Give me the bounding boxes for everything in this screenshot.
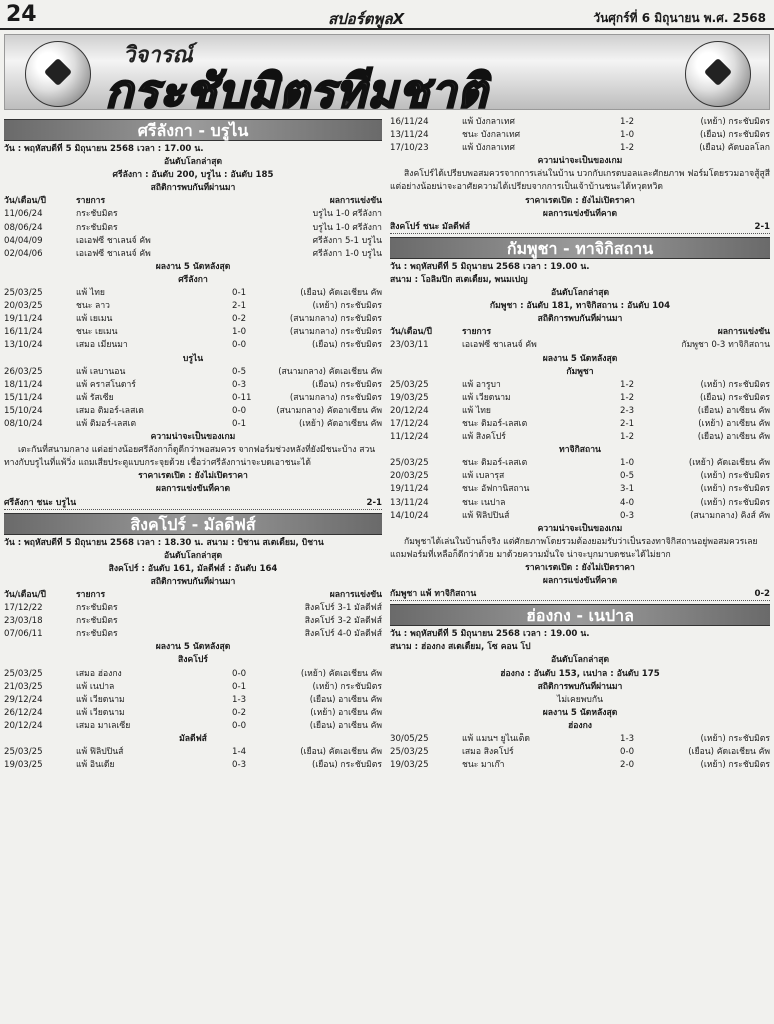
match-competition: (สนามกลาง) กระชับมิตร [289, 392, 382, 403]
match-score: 1-0 [620, 130, 635, 141]
form-row [4, 681, 382, 694]
prediction: ศรีลังกา ชนะ บรูไน 2-1 [4, 497, 382, 510]
match-info: วัน : พฤหัสบดีที่ 5 มิถุนายน 2568 เวลา : 19.00 น. [390, 261, 590, 272]
match-date: 16/11/24 [390, 117, 429, 127]
team-name: สิงคโปร์ [178, 655, 208, 666]
match-date: 17/12/24 [390, 418, 429, 429]
rank-heading: อันดับโลกล่าสุด [550, 655, 610, 666]
match-opponent: แพ้ เวียดนาม [76, 694, 125, 705]
rank-heading: อันดับโลกล่าสุด [163, 550, 223, 561]
match-score: 3-1 [620, 484, 635, 495]
match-score: 0-5 [620, 471, 635, 482]
match-score: 1-2 [620, 117, 635, 127]
predict-heading: ผลการแข่งขันที่คาด [155, 484, 231, 495]
form-list [390, 116, 770, 155]
match-score: 2-3 [620, 405, 635, 416]
h2h-list [4, 208, 382, 260]
last5-heading: ผลงาน 5 นัดหลังสุด [155, 642, 231, 653]
form-row [390, 510, 770, 523]
form-row [390, 470, 770, 483]
match-competition: (เหย้า) อาเซียน คัพ [310, 707, 382, 718]
odds-text: ราคาเรตเปิด : ยังไม่เปิดราคา [525, 563, 635, 573]
form-row [4, 418, 382, 431]
match-competition: (เยือน) คัดเอเชียน คัพ [688, 747, 770, 758]
match-score: 1-2 [620, 432, 635, 443]
match-date: 19/11/24 [390, 484, 429, 495]
h2h-row [4, 602, 382, 615]
h2h-row [4, 222, 382, 235]
match-opponent: แพ้ บังกลาเทศ [462, 143, 515, 154]
match-title: ศรีลังกา - บรูไน [4, 119, 382, 141]
match-competition: (สนามกลาง) กระชับมิตร [289, 314, 382, 325]
h2h-heading: สถิติการพบกันที่ผ่านมา [537, 314, 623, 325]
match-opponent: แพ้ รัสเซีย [76, 392, 114, 403]
match-opponent: ชนะ เยเมน [76, 327, 118, 338]
match-result: บรูไน 1-0 ศรีลังกา [312, 222, 382, 233]
match-date: 08/10/24 [4, 418, 43, 429]
h2h-row [390, 339, 770, 352]
match-opponent: แพ้ บังกลาเทศ [462, 117, 515, 127]
match-date: 26/12/24 [4, 707, 43, 718]
form-row [4, 392, 382, 405]
match-opponent: ชนะ มาเก๊า [462, 760, 505, 771]
match-score: 0-0 [232, 720, 247, 731]
match-opponent: แพ้ ฟิลิปปินส์ [76, 747, 124, 758]
h2h-list [390, 339, 770, 352]
match-competition: (เหย้า) คัดอาเซียน คัพ [298, 418, 382, 429]
match-competition: (สนามกลาง) กระชับมิตร [289, 327, 382, 338]
match-info: วัน : พฤหัสบดีที่ 5 มิถุนายน 2568 เวลา : 19.00 น. [390, 629, 590, 640]
h2h-heading: สถิติการพบกันที่ผ่านมา [150, 183, 236, 194]
match-competition: (เหย้า) กระชับมิตร [312, 301, 382, 312]
rank-text: สิงคโปร์ : อันดับ 161, มัลดีฟส์ : อันดับ 164 [108, 563, 278, 574]
match-competition: (เหย้า) กระชับมิตร [700, 497, 770, 508]
rank-text: ฮ่องกง : อันดับ 153, เนปาล : อันดับ 175 [500, 668, 660, 679]
match-opponent: เสมอ เมียนมา [76, 340, 128, 351]
left-column [4, 116, 382, 1024]
form-row [390, 142, 770, 155]
match-date: 26/03/25 [4, 366, 43, 377]
match-competition: (เยือน) กระชับมิตร [699, 130, 770, 141]
match-date: 08/06/24 [4, 222, 43, 233]
match-score: 0-1 [232, 681, 247, 692]
match-date: 18/11/24 [4, 379, 43, 390]
form-list [390, 733, 770, 772]
prediction: กัมพูชา แพ้ ทาจิกิสถาน 0-2 [390, 588, 770, 601]
issue-date: วันศุกร์ที่ 6 มิถุนายน พ.ศ. 2568 [593, 11, 766, 25]
predict-heading: ผลการแข่งขันที่คาด [542, 208, 618, 219]
match-opponent: แพ้ ไทย [76, 288, 105, 299]
match-score: 0-1 [232, 288, 247, 299]
form-row [4, 694, 382, 707]
match-competition: (เยือน) กระชับมิตร [699, 392, 770, 403]
form-row [4, 405, 382, 418]
match-event: กระชับมิตร [76, 222, 118, 233]
match-score: 0-3 [620, 510, 635, 521]
banner-title: กระชับมิตรทีมชาติ [105, 64, 489, 110]
match-opponent: ชนะ ติมอร์-เลสเต [462, 458, 528, 469]
match-event: กระชับมิตร [76, 603, 118, 614]
form-row [4, 300, 382, 313]
match-opponent: แพ้ ไทย [462, 405, 491, 416]
match-date: 11/12/24 [390, 432, 429, 443]
match-date: 25/03/25 [390, 458, 429, 469]
no-meeting-text: ไม่เคยพบกัน [557, 694, 603, 705]
match-date: 25/03/25 [390, 379, 429, 390]
match-competition: (เยือน) คัดบอลโลก [699, 143, 770, 154]
rank-heading: อันดับโลกล่าสุด [163, 157, 223, 168]
match-result: สิงคโปร์ 3-2 มัลดีฟส์ [304, 616, 382, 627]
match-date: 13/11/24 [390, 497, 429, 508]
match-date: 19/03/25 [4, 760, 43, 771]
match-competition: (เหย้า) กระชับมิตร [700, 734, 770, 745]
match-date: 29/12/24 [4, 694, 43, 705]
match-score: 0-2 [232, 314, 247, 325]
match-date: 17/10/23 [390, 143, 429, 154]
team-name: ทาจิกิสถาน [559, 445, 601, 456]
match-date: 04/04/09 [4, 235, 43, 246]
match-score: 0-0 [620, 747, 635, 758]
match-result: ศรีลังกา 1-0 บรูไน [312, 248, 382, 259]
match-competition: (เยือน) กระชับมิตร [311, 340, 382, 351]
match-competition: (เยือน) อาเซียน คัพ [309, 720, 382, 731]
match-event: เอเอฟซี ชาเลนจ์ คัพ [76, 248, 151, 259]
match-opponent: แพ้ เวียดนาม [462, 392, 511, 403]
analysis-heading: ความน่าจะเป็นของเกม [150, 432, 236, 443]
match-result: ศรีลังกา 5-1 บรูไน [312, 235, 382, 246]
odds-text: ราคาเรตเปิด : ยังไม่เปิดราคา [525, 195, 635, 206]
form-row [4, 759, 382, 772]
match-event: เอเอฟซี ชาเลนจ์ คัพ [76, 235, 151, 246]
h2h-heading: สถิติการพบกันที่ผ่านมา [537, 681, 623, 692]
form-row [4, 707, 382, 720]
match-opponent: เสมอ ติมอร์-เลสเต [76, 405, 144, 416]
match-opponent: ชนะ บังกลาเทศ [462, 130, 521, 141]
match-score: 0-2 [232, 707, 247, 718]
form-row [390, 733, 770, 746]
match-competition: (เหย้า) กระชับมิตร [700, 379, 770, 390]
match-opponent: แพ้ เวียดนาม [76, 707, 125, 718]
h2h-row [4, 248, 382, 261]
match-score: 1-2 [620, 392, 635, 403]
match-date: 02/04/06 [4, 248, 43, 259]
match-competition: (สนามกลาง) คัดเอเชียน คัพ [278, 366, 382, 377]
h2h-header: วัน/เดือน/ปี รายการ ผลการแข่งขัน [4, 196, 382, 207]
analysis-heading: ความน่าจะเป็นของเกม [537, 156, 623, 167]
match-score: 1-2 [620, 143, 635, 154]
form-row [4, 287, 382, 300]
match-event: กระชับมิตร [76, 209, 118, 220]
right-column [390, 116, 770, 1024]
match-competition: (เยือน) อาเซียน คัพ [697, 405, 770, 416]
form-row [390, 405, 770, 418]
match-opponent: แพ้ สิงคโปร์ [462, 432, 506, 443]
form-row [4, 668, 382, 681]
form-row [390, 759, 770, 772]
match-date: 20/12/24 [390, 405, 429, 416]
analysis-text: กัมพูชาได้เล่นในบ้านก็จริง แต่ศักยภาพโดยรวมต้องยอมรับว่าเป็นรองทาจิกิสถานอยู่พอสมควรเลย แถมฟอร์มที่เหลือก็ดีกว่าด้วย มาด้วยความมั่นใจ น่าจะบุกมาบดชนะได้ไม่ยาก [390, 536, 758, 560]
match-opponent: ชนะ เนปาล [462, 497, 506, 508]
match-info: วัน : พฤหัสบดีที่ 5 มิถุนายน 2568 เวลา : 18.30 น. สนาม : บิชาน สเตเดี้ยม, บิชาน [4, 537, 324, 548]
match-event: กระชับมิตร [76, 629, 118, 640]
odds-text: ราคาเรตเปิด : ยังไม่เปิดราคา [138, 471, 248, 482]
h2h-list [4, 602, 382, 641]
team-name: กัมพูชา [566, 366, 594, 377]
match-date: 17/12/22 [4, 603, 43, 614]
page-number: 24 [6, 2, 37, 27]
match-competition: (เหย้า) กระชับมิตร [700, 484, 770, 495]
match-opponent: ชนะ ลาว [76, 301, 110, 312]
h2h-header: วัน/เดือน/ปี รายการ ผลการแข่งขัน [390, 327, 770, 338]
match-competition: (เหย้า) กระชับมิตร [700, 471, 770, 482]
form-list [390, 457, 770, 522]
match-title: ฮ่องกง - เนปาล [390, 604, 770, 626]
match-competition: (เยือน) อาเซียน คัพ [309, 694, 382, 705]
match-competition: (เหย้า) กระชับมิตร [312, 681, 382, 692]
venue-text: สนาม : โอลิมปิก สเตเดี้ยม, พนมเปญ [390, 274, 528, 285]
analysis-text: เตะกันที่สนามกลาง แต่อย่างน้อยศรีลังกาก็ดูดีกว่าพอสมควร จากฟอร์มช่วงหลังที่ยังมีชนะบ้าง สวนทางกับบรูไนที่แพ้วิ่ง แถมเสียประตูแบบกระจุยด้วย เชื่อว่าศรีลังกาน่าจะบดเอาชนะได้ [4, 445, 376, 469]
match-date: 19/11/24 [4, 314, 43, 325]
analysis-text: สิงคโปร์ได้เปรียบพอสมควรจากการเล่นในบ้าน บวกกับเกรดบอลและศักยภาพ ฟอร์มโดยรวมอาจสู้สูสี แต่อย่างน้อยน่าจะอาศัยความได้เปรียบจากการเป็นเจ้าบ้านชนะได้หวุดหวิด [390, 169, 770, 193]
match-competition: (เหย้า) อาเซียน คัพ [698, 418, 770, 429]
match-score: 0-11 [232, 392, 252, 403]
match-score: 1-4 [232, 747, 247, 758]
match-opponent: แพ้ อินเดีย [76, 760, 115, 771]
form-row [4, 746, 382, 759]
prediction: สิงคโปร์ ชนะ มัลดีฟส์ 2-1 [390, 221, 770, 234]
match-opponent: แพ้ เบลารุส [462, 471, 505, 482]
match-opponent: ชนะ อัฟกานิสถาน [462, 484, 530, 495]
match-score: 1-0 [232, 327, 247, 338]
match-date: 20/12/24 [4, 720, 43, 731]
match-opponent: เสมอ มาเลเซีย [76, 720, 131, 731]
team-name: ศรีลังกา [178, 274, 208, 285]
match-date: 15/11/24 [4, 392, 43, 403]
match-opponent: ชนะ ติมอร์-เลสเต [462, 418, 528, 429]
match-info: วัน : พฤหัสบดีที่ 5 มิถุนายน 2568 เวลา : 17.00 น. [4, 144, 204, 154]
form-row [390, 431, 770, 444]
form-row [390, 392, 770, 405]
form-row [390, 483, 770, 496]
match-score: 0-3 [232, 760, 247, 771]
match-score: 2-0 [620, 760, 635, 771]
match-date: 30/05/25 [390, 734, 429, 745]
match-opponent: แพ้ แมนฯ ยูไนเต็ด [462, 734, 530, 745]
page-header [0, 0, 774, 30]
match-result: สิงคโปร์ 3-1 มัลดีฟส์ [304, 603, 382, 614]
team-name: มัลดีฟส์ [179, 734, 207, 745]
match-competition: (เหย้า) กระชับมิตร [700, 117, 770, 127]
match-date: 14/10/24 [390, 510, 429, 521]
match-score: 0-1 [232, 418, 247, 429]
match-score: 2-1 [620, 418, 635, 429]
match-event: เอเอฟซี ชาเลนจ์ คัพ [462, 340, 537, 351]
h2h-row [4, 208, 382, 221]
match-competition: (เยือน) คัดเอเชียน คัพ [300, 747, 382, 758]
match-date: 25/03/25 [4, 668, 43, 679]
team-name: ฮ่องกง [567, 720, 592, 731]
match-score: 1-0 [620, 458, 635, 469]
rank-heading: อันดับโลกล่าสุด [550, 288, 610, 299]
match-date: 23/03/18 [4, 616, 43, 627]
rank-text: กัมพูชา : อันดับ 181, ทาจิกิสถาน : อันดับ 104 [489, 301, 671, 312]
form-list [4, 366, 382, 431]
form-row [390, 746, 770, 759]
match-date: 13/11/24 [390, 130, 429, 141]
h2h-heading: สถิติการพบกันที่ผ่านมา [150, 576, 236, 587]
form-list [4, 668, 382, 733]
rank-text: ศรีลังกา : อันดับ 200, บรูไน : อันดับ 185 [112, 170, 274, 181]
match-opponent: แพ้ ฟิลิปปินส์ [462, 510, 510, 521]
match-competition: (เหย้า) คัดเอเชียน คัพ [688, 458, 770, 469]
match-competition: (เยือน) กระชับมิตร [311, 760, 382, 771]
h2h-header: วัน/เดือน/ปี รายการ ผลการแข่งขัน [4, 590, 382, 600]
match-title: สิงคโปร์ - มัลดีฟส์ [4, 513, 382, 535]
h2h-row [4, 235, 382, 248]
match-score: 0-0 [232, 668, 247, 679]
match-score: 0-3 [232, 379, 247, 390]
match-opponent: เสมอ สิงคโปร์ [462, 747, 514, 758]
form-row [390, 418, 770, 431]
match-date: 25/03/25 [390, 747, 429, 758]
match-opponent: แพ้ เลบานอน [76, 366, 126, 377]
match-score: 1-3 [620, 734, 635, 745]
last5-heading: ผลงาน 5 นัดหลังสุด [155, 261, 231, 272]
last5-heading: ผลงาน 5 นัดหลังสุด [542, 353, 618, 364]
venue-text: สนาม : ฮ่องกง สเตเดี้ยม, โซ คอน โป [390, 642, 531, 653]
form-list [4, 287, 382, 352]
form-row [4, 313, 382, 326]
match-score: 0-0 [232, 340, 247, 351]
match-date: 23/03/11 [390, 340, 429, 351]
match-result: สิงคโปร์ 4-0 มัลดีฟส์ [304, 629, 382, 640]
match-competition: (เหย้า) คัดเอเชียน คัพ [300, 668, 382, 679]
match-score: 0-5 [232, 366, 247, 377]
match-opponent: แพ้ อารูบา [462, 379, 501, 390]
predict-heading: ผลการแข่งขันที่คาด [542, 576, 618, 587]
form-row [4, 379, 382, 392]
match-score: 0-0 [232, 405, 247, 416]
last5-heading: ผลงาน 5 นัดหลังสุด [542, 707, 618, 718]
form-row [4, 339, 382, 352]
match-date: 11/06/24 [4, 209, 43, 220]
analysis-heading: ความน่าจะเป็นของเกม [537, 523, 623, 534]
match-opponent: แพ้ เนปาล [76, 681, 115, 692]
match-date: 15/10/24 [4, 405, 43, 416]
match-opponent: แพ้ คราสโนดาร์ [76, 379, 136, 390]
match-competition: (เยือน) อาเซียน คัพ [697, 432, 770, 443]
match-competition: (สนามกลาง) คัดอาเซียน คัพ [276, 405, 382, 416]
match-title: กัมพูชา - ทาจิกิสถาน [390, 237, 770, 259]
match-competition: (สนามกลาง) คิงส์ คัพ [690, 510, 770, 521]
form-row [390, 497, 770, 510]
match-date: 07/06/11 [4, 629, 43, 640]
form-row [390, 116, 770, 129]
banner-subtitle: วิจารณ์ [123, 43, 193, 68]
form-row [4, 326, 382, 339]
team-name: บรูไน [182, 353, 204, 364]
match-opponent: แพ้ เยเมน [76, 314, 113, 325]
match-event: กระชับมิตร [76, 616, 118, 627]
match-score: 4-0 [620, 497, 635, 508]
soccer-ball-icon [25, 41, 91, 107]
form-row [390, 379, 770, 392]
match-date: 19/03/25 [390, 392, 429, 403]
match-competition: (เหย้า) กระชับมิตร [700, 760, 770, 771]
match-date: 19/03/25 [390, 760, 429, 771]
match-score: 1-3 [232, 694, 247, 705]
match-date: 25/03/25 [4, 288, 43, 299]
match-opponent: เสมอ ฮ่องกง [76, 668, 122, 679]
form-row [4, 366, 382, 379]
match-result: บรูไน 1-0 ศรีลังกา [312, 209, 382, 220]
match-opponent: แพ้ ติมอร์-เลสเต [76, 418, 137, 429]
match-date: 25/03/25 [4, 747, 43, 758]
match-date: 20/03/25 [4, 301, 43, 312]
match-competition: (เยือน) กระชับมิตร [311, 379, 382, 390]
form-row [390, 457, 770, 470]
match-result: กัมพูชา 0-3 ทาจิกิสถาน [681, 340, 770, 351]
h2h-row [4, 615, 382, 628]
match-score: 2-1 [232, 301, 247, 312]
soccer-ball-icon [685, 41, 751, 107]
form-list [390, 379, 770, 444]
match-date: 20/03/25 [390, 471, 429, 482]
form-row [4, 720, 382, 733]
match-competition: (เยือน) คัดเอเชียน คัพ [300, 288, 382, 299]
form-list [4, 746, 382, 772]
match-date: 16/11/24 [4, 327, 43, 338]
brand-logo: สปอร์ตพูลX [328, 10, 405, 28]
match-date: 13/10/24 [4, 340, 43, 351]
h2h-row [4, 628, 382, 641]
match-score: 1-2 [620, 379, 635, 390]
form-row [390, 129, 770, 142]
match-date: 21/03/25 [4, 681, 43, 692]
section-banner [4, 34, 770, 110]
